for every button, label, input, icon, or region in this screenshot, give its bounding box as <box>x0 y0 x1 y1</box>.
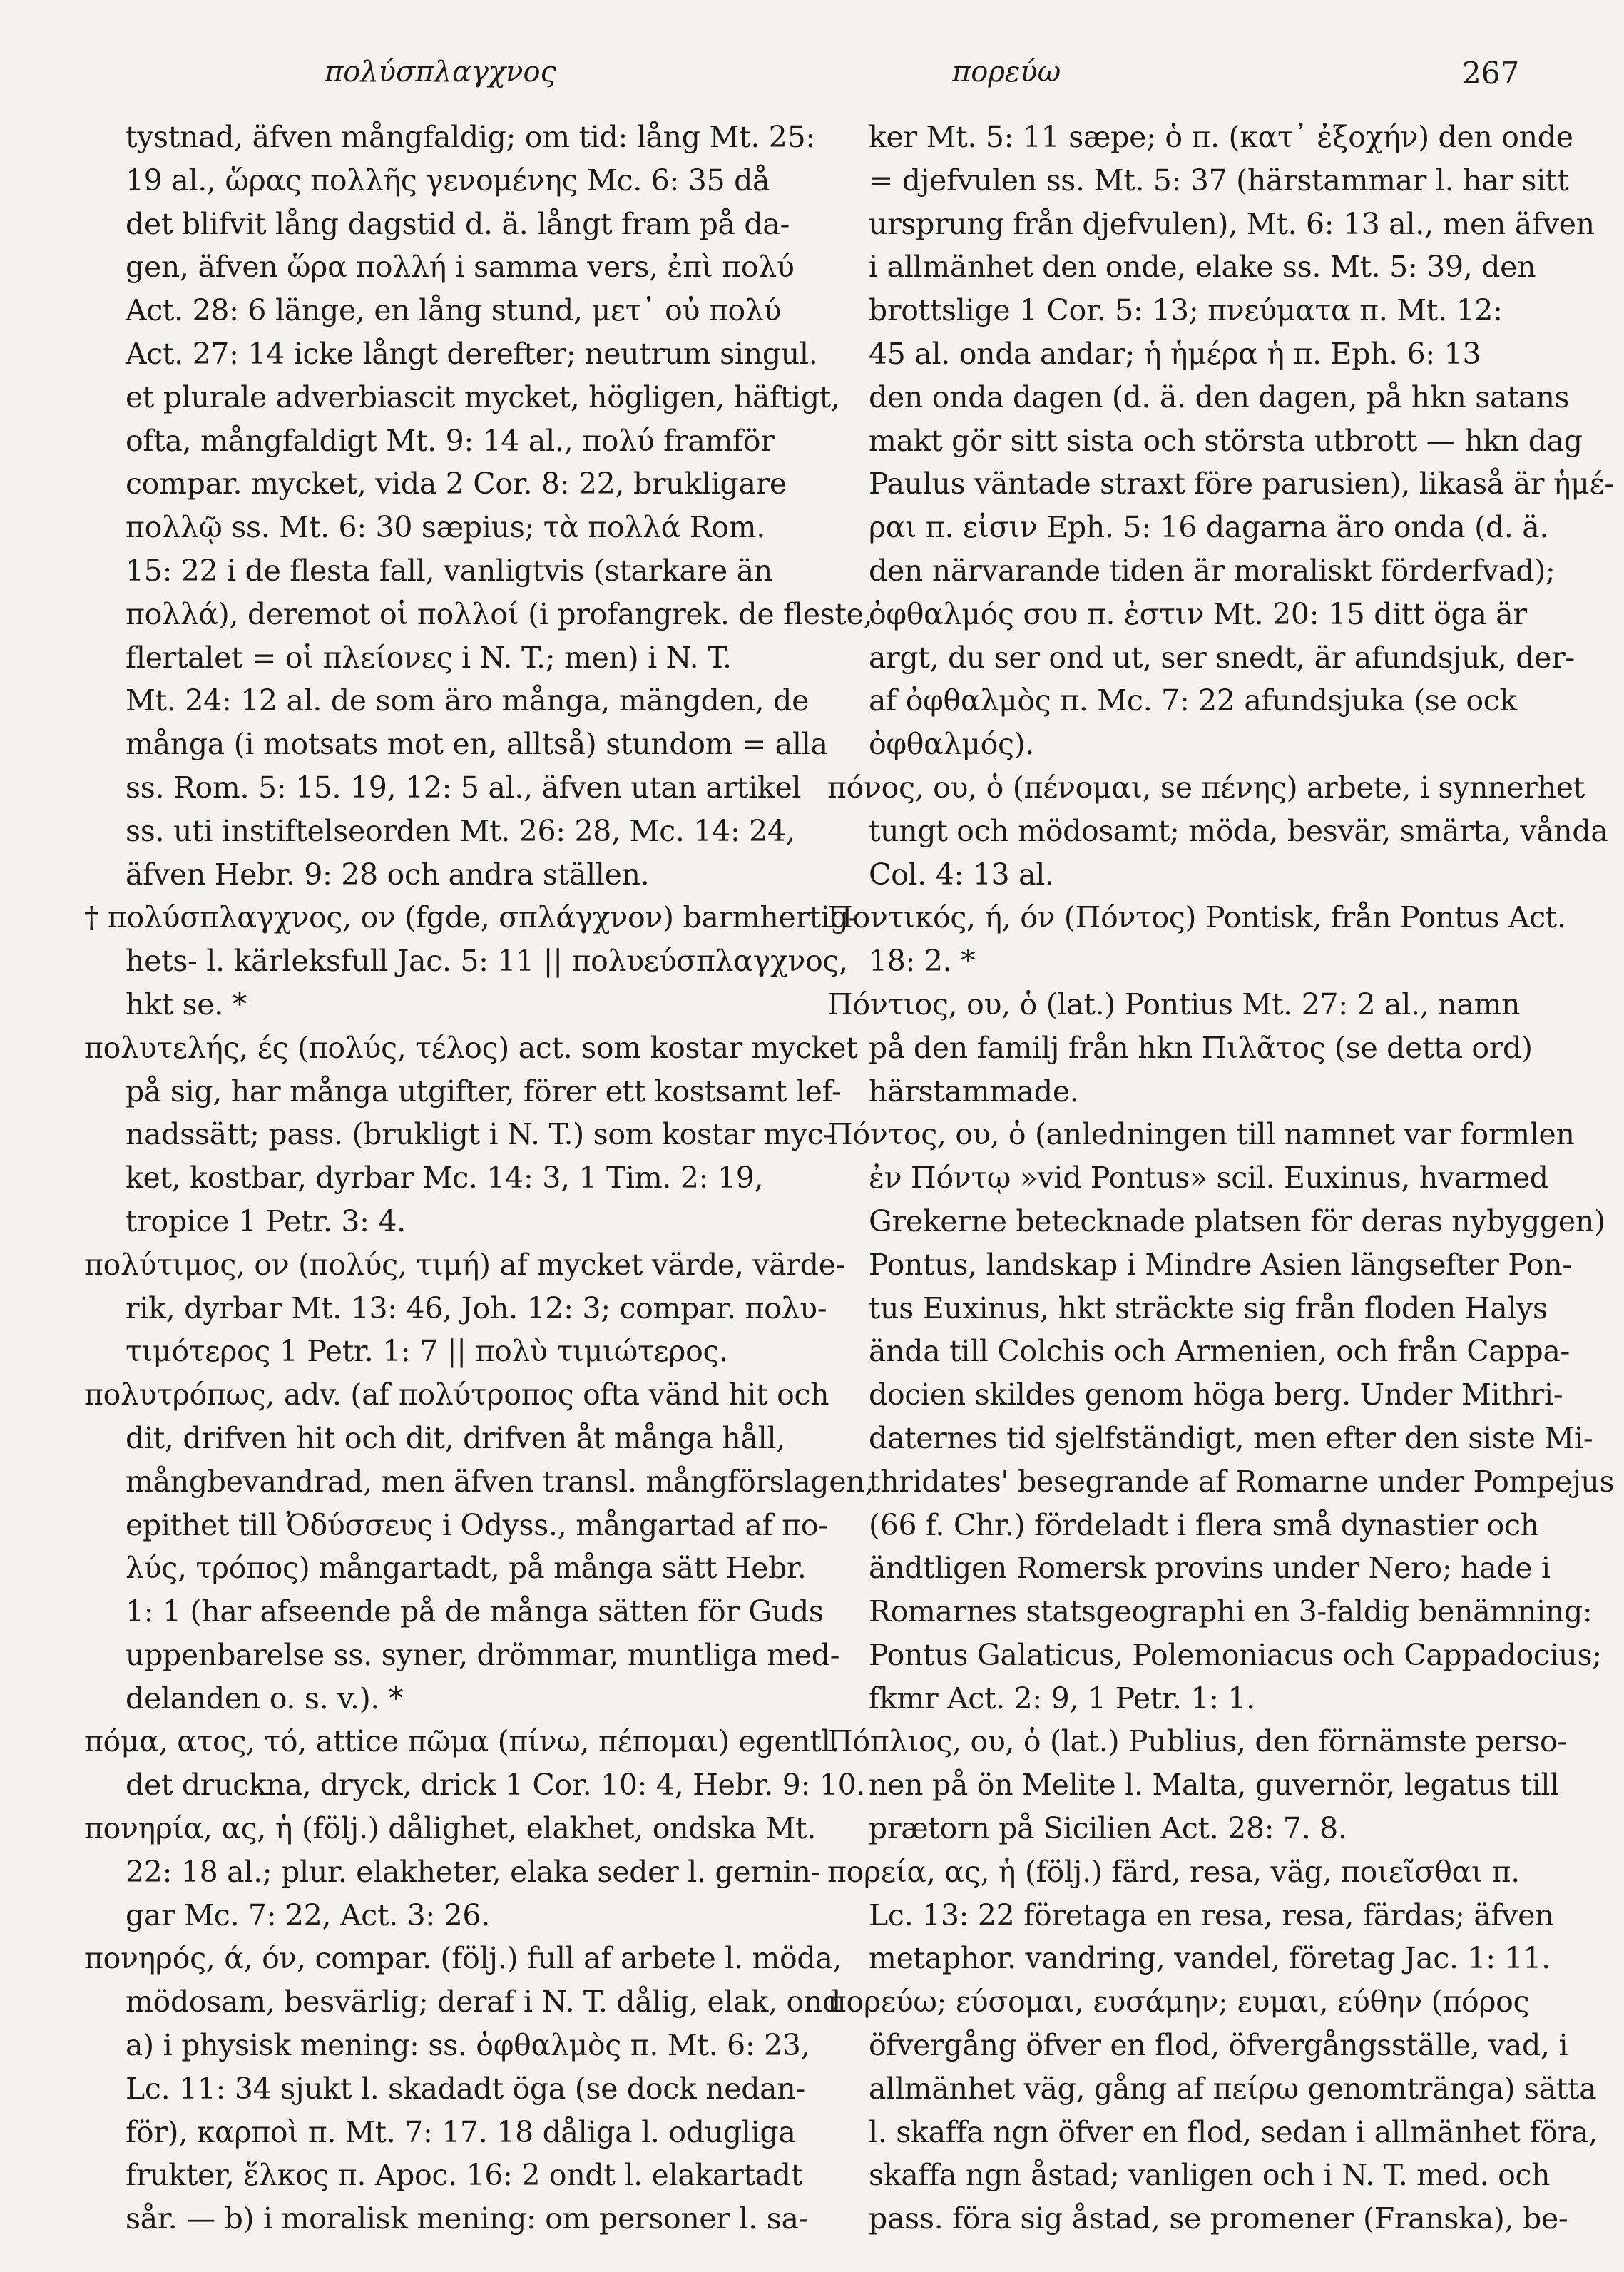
left-column-line: rik, dyrbar Mt. 13: 46, Joh. 12: 3; compar. πολυ- <box>126 1290 827 1325</box>
left-column-line: τιμότερος 1 Petr. 1: 7 || πολὺ τιμιώτερος. <box>126 1334 728 1369</box>
left-column-line: 22: 18 al.; plur. elakheter, elaka seder l. gernin- <box>126 1854 821 1889</box>
right-column-line: Romarnes statsgeographi en 3-faldig benämning: <box>869 1594 1593 1629</box>
right-column-line: skaffa ngn åstad; vanligen och i N. T. med. och <box>869 2158 1551 2193</box>
left-column-line: πολλά), deremot οἱ πολλοί (i profangrek. de fleste, <box>126 596 873 631</box>
left-column-line: ss. Rom. 5: 15. 19, 12: 5 al., äfven utan artikel <box>126 770 802 805</box>
left-column-line: nadssätt; pass. (brukligt i N. T.) som kostar myc- <box>126 1117 833 1152</box>
right-column-line: härstammade. <box>869 1074 1079 1109</box>
header-right-guideword: πορεύω <box>952 56 1061 88</box>
right-column-line: Pontus, landskap i Mindre Asien längsefter Pon- <box>869 1247 1572 1282</box>
left-column-line: πονηρός, ά, όν, compar. (följ.) full af arbete l. möda, <box>84 1941 842 1976</box>
right-column-line: tus Euxinus, hkt sträckte sig från floden Halys <box>869 1290 1548 1325</box>
left-column-line: mångbevandrad, men äfven transl. mångförslagen, <box>126 1464 874 1499</box>
left-column-line: πολυτελής, ές (πολύς, τέλος) act. som kostar mycket <box>84 1030 858 1065</box>
right-column-line: ἐν Πόντῳ »vid Pontus» scil. Euxinus, hvarmed <box>869 1161 1548 1196</box>
left-column-line: a) i physisk mening: ss. ὀφθαλμὸς π. Mt. 6: 23, <box>126 2028 810 2063</box>
left-column-line: Mt. 24: 12 al. de som äro många, mängden, de <box>126 683 810 718</box>
right-column-line: ὀφθαλμός σου π. ἐστιν Mt. 20: 15 ditt öga är <box>869 596 1527 631</box>
left-column-line: det druckna, dryck, drick 1 Cor. 10: 4, Hebr. 9: 10. <box>126 1768 866 1803</box>
left-column-line: dit, drifven hit och dit, drifven åt många håll, <box>126 1420 786 1455</box>
right-column-line: Πόντος, ου, ὁ (anledningen till namnet var formlen <box>827 1117 1575 1152</box>
right-column-line: Πόντιος, ου, ὁ (lat.) Pontius Mt. 27: 2 al., namn <box>827 987 1521 1022</box>
left-column-line: πονηρία, ας, ἡ (följ.) dålighet, elakhet, ondska Mt. <box>84 1811 816 1846</box>
right-column-line: Grekerne betecknade platsen för deras nybyggen) <box>869 1203 1605 1238</box>
left-column-line: gar Mc. 7: 22, Act. 3: 26. <box>126 1897 490 1932</box>
right-column-line: fkmr Act. 2: 9, 1 Petr. 1: 1. <box>869 1681 1255 1716</box>
left-column-line: uppenbarelse ss. syner, drömmar, muntliga med- <box>126 1637 840 1672</box>
left-column-line: det blifvit lång dagstid d. ä. långt fram på da- <box>126 206 790 241</box>
left-column-line: hets- l. kärleksfull Jac. 5: 11 || πολυεύσπλαγχνος, <box>126 944 848 979</box>
right-column-line: daternes tid sjelfständigt, men efter den siste Mi- <box>869 1420 1593 1455</box>
right-column-line: på den familj från hkn Πιλᾶτος (se detta ord) <box>869 1030 1533 1065</box>
right-column-line: af ὀφθαλμὸς π. Mc. 7: 22 afundsjuka (se ock <box>869 683 1517 718</box>
right-column-line: Πόπλιος, ου, ὁ (lat.) Publius, den förnämste perso- <box>827 1724 1567 1759</box>
right-column-line: öfvergång öfver en flod, öfvergångsställe, vad, i <box>869 2028 1568 2063</box>
right-column-line: docien skildes genom höga berg. Under Mithri- <box>869 1377 1563 1412</box>
left-column-line: gen, äfven ὥρα πολλή i samma vers, ἐπὶ πολύ <box>126 250 795 285</box>
right-column-line: makt gör sitt sista och största utbrott — hkn dag <box>869 423 1583 458</box>
right-column-line: ὀφθαλμός). <box>869 727 1035 762</box>
left-column-line: 1: 1 (har afseende på de många sätten för Guds <box>126 1594 824 1629</box>
left-column-line: πολλῷ ss. Mt. 6: 30 sæpius; τὰ πολλά Rom. <box>126 510 765 545</box>
left-column-line: 15: 22 i de flesta fall, vanligtvis (starkare än <box>126 553 772 588</box>
page-header <box>0 56 1624 98</box>
right-column-line: pass. föra sig åstad, se promener (Franska), be- <box>869 2201 1568 2236</box>
right-column-line: Col. 4: 13 al. <box>869 857 1054 892</box>
right-column-line: πορεία, ας, ἡ (följ.) färd, resa, väg, ποιεῖσθαι π. <box>827 1854 1520 1889</box>
right-column-line: ker Mt. 5: 11 sæpe; ὁ π. (κατ᾽ ἐξοχήν) den onde <box>869 120 1573 154</box>
left-column-line: epithet till Ὀδύσσευς i Odyss., mångartad af πο- <box>126 1507 828 1542</box>
left-column-line: delanden o. s. v.). * <box>126 1681 404 1716</box>
right-column-line: prætorn på Sicilien Act. 28: 7. 8. <box>869 1811 1347 1846</box>
right-column-line: thridates' besegrande af Romarne under Pompejus <box>869 1464 1615 1499</box>
right-column-line: = djefvulen ss. Mt. 5: 37 (härstammar l. har sitt <box>869 163 1569 198</box>
left-column-line: Act. 28: 6 länge, en lång stund, μετ᾽ οὐ πολύ <box>126 293 782 328</box>
left-column-line: äfven Hebr. 9: 28 och andra ställen. <box>126 857 650 892</box>
right-column-line: 45 al. onda andar; ἡ ἡμέρα ἡ π. Eph. 6: 13 <box>869 336 1481 371</box>
right-column-line: den onda dagen (d. ä. den dagen, på hkn satans <box>869 379 1570 414</box>
left-column-line: frukter, ἕλκος π. Apoc. 16: 2 ondt l. elakartadt <box>126 2158 802 2193</box>
page-number: 267 <box>1462 56 1520 91</box>
right-column-line: allmänhet väg, gång af πείρω genomtränga) sätta <box>869 2071 1597 2106</box>
left-column-line: Act. 27: 14 icke långt derefter; neutrum singul. <box>126 336 818 371</box>
right-column-line: tungt och mödosamt; möda, besvär, smärta, vånda <box>869 813 1608 848</box>
left-column-line: 19 al., ὥρας πολλῆς γενομένης Mc. 6: 35 då <box>126 163 770 198</box>
right-column-line: Lc. 13: 22 företaga en resa, resa, färdas; äfven <box>869 1897 1554 1932</box>
right-column-line: Pontus Galaticus, Polemoniacus och Cappadocius; <box>869 1637 1602 1672</box>
left-column-line: compar. mycket, vida 2 Cor. 8: 22, brukligare <box>126 467 787 501</box>
left-column-line: på sig, har många utgifter, förer ett kostsamt lef- <box>126 1074 842 1109</box>
left-column-line: Lc. 11: 34 sjukt l. skadadt öga (se dock nedan- <box>126 2071 805 2106</box>
left-column-line: πόμα, ατος, τό, attice πῶμα (πίνω, πέπομαι) egentl. <box>84 1724 840 1759</box>
right-column-line: ända till Colchis och Armenien, och från Cappa- <box>869 1334 1571 1369</box>
right-column-line: ursprung från djefvulen), Mt. 6: 13 al., men äfven <box>869 206 1595 241</box>
left-column-line: † πολύσπλαγχνος, ον (fgde, σπλάγχνον) barmhertig- <box>84 900 859 935</box>
right-column-line: ändtligen Romersk provins under Nero; hade i <box>869 1551 1551 1586</box>
right-column-line: 18: 2. * <box>869 944 976 979</box>
left-column-line: et plurale adverbiascit mycket, högligen, häftigt, <box>126 379 840 414</box>
left-column-line: flertalet = οἱ πλείονες i N. T.; men) i N. T. <box>126 640 732 675</box>
left-column-line: ss. uti instiftelseorden Mt. 26: 28, Mc. 14: 24, <box>126 813 795 848</box>
right-column-line: metaphor. vandring, vandel, företag Jac. 1: 11. <box>869 1941 1551 1976</box>
right-column-line: (66 f. Chr.) fördeladt i flera små dynastier och <box>869 1507 1539 1542</box>
right-column-line: ραι π. εἰσιν Eph. 5: 16 dagarna äro onda (d. ä. <box>869 510 1549 545</box>
left-column-line: ket, kostbar, dyrbar Mc. 14: 3, 1 Tim. 2: 19, <box>126 1161 764 1196</box>
right-column-line: πορεύω; εύσομαι, ευσάμην; ευμαι, εύθην (πόρος <box>827 1985 1530 2019</box>
left-column-line: hkt se. * <box>126 987 247 1022</box>
right-column-line: l. skaffa ngn öfver en flod, sedan i allmänhet föra, <box>869 2114 1598 2149</box>
right-column-line: πόνος, ου, ὁ (πένομαι, se πένης) arbete, i synnerhet <box>827 770 1585 805</box>
left-column-line: för), καρποὶ π. Mt. 7: 17. 18 dåliga l. odugliga <box>126 2114 796 2149</box>
left-column-line: πολυτρόπως, adv. (af πολύτροπος ofta vänd hit och <box>84 1377 829 1412</box>
right-column <box>827 116 1615 2241</box>
left-column-line: mödosam, besvärlig; deraf i N. T. dålig, elak, ond <box>126 1985 841 2019</box>
left-column-line: sår. — b) i moralisk mening: om personer l. sa- <box>126 2201 809 2236</box>
right-column-line: argt, du ser ond ut, ser snedt, är afundsjuk, der- <box>869 640 1575 675</box>
left-column-line: tropice 1 Petr. 3: 4. <box>126 1203 406 1238</box>
right-column-line: Paulus väntade straxt före parusien), likaså är ἡμέ- <box>869 467 1614 501</box>
left-column <box>84 116 874 2241</box>
left-column-line: λύς, τρόπος) mångartadt, på många sätt Hebr. <box>126 1551 807 1586</box>
left-column-line: ofta, mångfaldigt Mt. 9: 14 al., πολύ framför <box>126 423 775 458</box>
left-column-line: πολύτιμος, ον (πολύς, τιμή) af mycket värde, värde- <box>84 1247 846 1282</box>
right-column-line: i allmänhet den onde, elake ss. Mt. 5: 39, den <box>869 250 1536 285</box>
left-column-line: många (i motsats mot en, alltså) stundom = alla <box>126 727 828 762</box>
right-column-line: nen på ön Melite l. Malta, guvernör, legatus till <box>869 1768 1559 1803</box>
right-column-line: den närvarande tiden är moraliskt förderfvad); <box>869 553 1556 588</box>
left-column-line: tystnad, äfven mångfaldig; om tid: lång Mt. 25: <box>126 120 815 154</box>
right-column-line: Ποντικός, ή, όν (Πόντος) Pontisk, från Pontus Act. <box>827 900 1566 935</box>
right-column-line: brottslige 1 Cor. 5: 13; πνεύματα π. Mt. 12: <box>869 293 1503 328</box>
header-left-guideword: πολύσπλαγχνος <box>325 56 556 88</box>
